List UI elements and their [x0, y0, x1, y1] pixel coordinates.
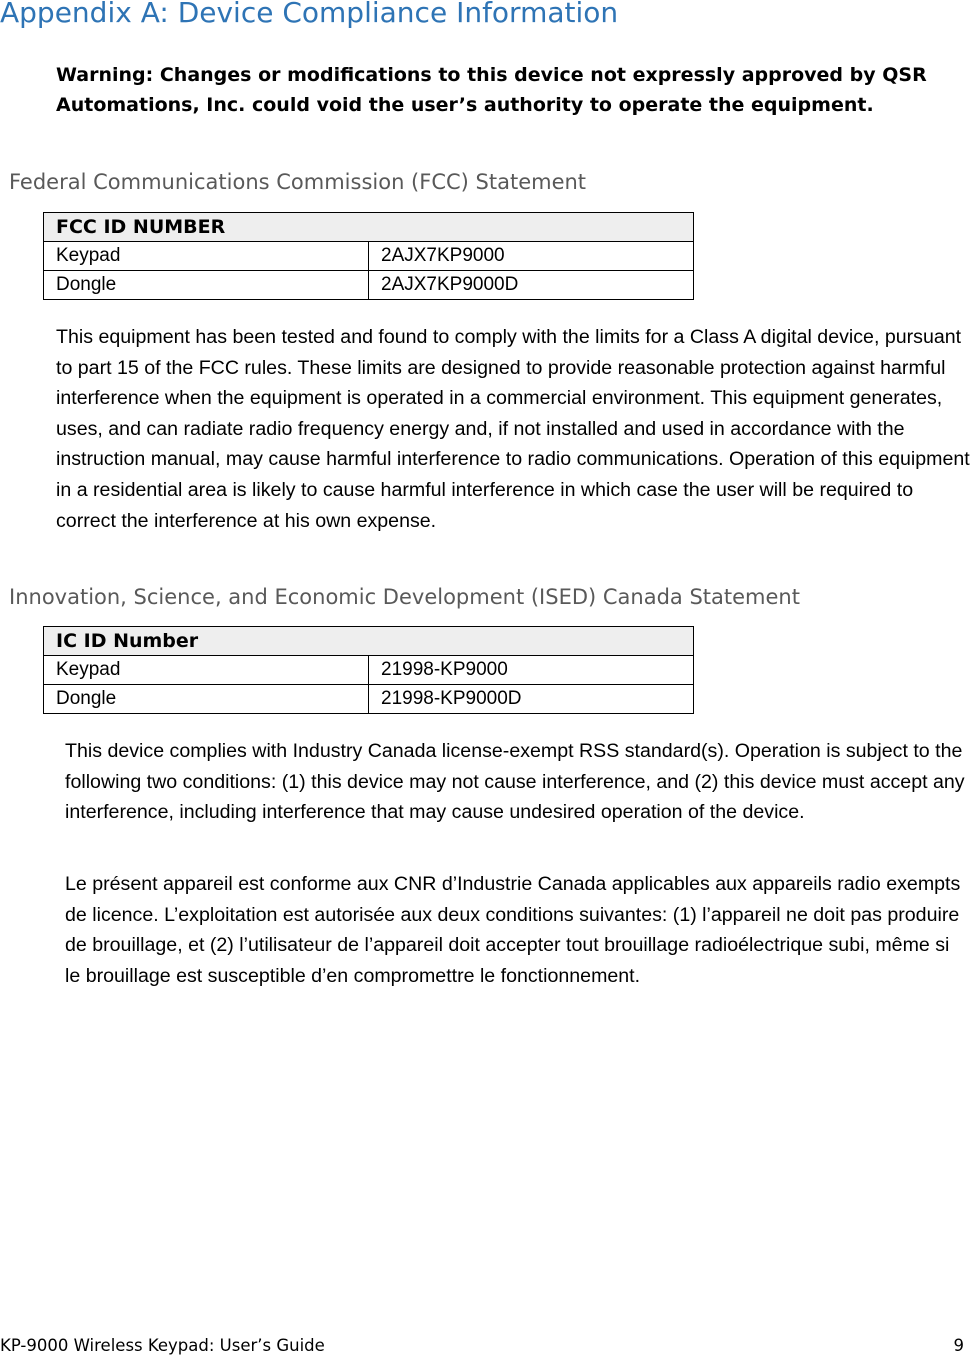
fcc-table-header: FCC ID NUMBER: [44, 213, 694, 242]
fcc-statement: This equipment has been tested and found to comply with the limits for a Class A digital device, pursuant to part 15 of the FCC rules. These limits are designed to provide reasonable protection against harmful interference when the equipment is operated in a commercial environment. This equipment generates, uses, and can radiate radio frequency energy and, if not installed and used in accordance with the instruction manual, may cause harmful interference to radio communications. Operation of this equipment in a residential area is likely to cause harmful interference in which case the user will be required to correct the interference at his own expense.: [56, 326, 970, 532]
ised-statement-english: This device complies with Industry Canada license-exempt RSS standard(s). Operation is subject to the following two conditions: (1) this device may not cause interference, and (2) this device must accept any interference, including interference that may cause undesired operation of the device.: [65, 740, 965, 824]
warning-text: Warning: Changes or modifications to this device not expressly approved by QSR Automations, Inc. could void the user’s authority to operate the equipment.: [56, 64, 927, 116]
device-id-value: 2AJX7KP9000D: [369, 271, 694, 300]
device-label: Dongle: [44, 271, 369, 300]
page-title: Appendix A: Device Compliance Information: [0, 0, 619, 29]
fcc-section-heading: Federal Communications Commission (FCC) Statement: [9, 170, 587, 194]
device-label: Keypad: [44, 242, 369, 271]
table-row: [44, 242, 694, 271]
device-label: Dongle: [44, 685, 369, 714]
fcc-id-table: [43, 212, 694, 300]
device-id-value: 2AJX7KP9000: [369, 242, 694, 271]
ic-table-header: IC ID Number: [44, 627, 694, 656]
table-header-row: [44, 213, 694, 242]
ised-section-heading: Innovation, Science, and Economic Development (ISED) Canada Statement: [9, 585, 800, 609]
table-header-row: [44, 627, 694, 656]
footer-guide-title: KP-9000 Wireless Keypad: User’s Guide: [0, 1336, 325, 1355]
ised-statement-french: Le présent appareil est conforme aux CNR d’Industrie Canada applicables aux appareils radio exempts de licence. L’exploitation est autorisée aux deux conditions suivantes: (1) l’appareil ne doit pas produire de brouillage, et (2) l’utilisateur de l’appareil doit accepter tout brouillage radioélectrique subi, même si le brouillage est susceptible d’en compromettre le fonctionnement.: [65, 873, 961, 987]
table-row: [44, 685, 694, 714]
device-label: Keypad: [44, 656, 369, 685]
table-row: [44, 271, 694, 300]
device-id-value: 21998-KP9000: [369, 656, 694, 685]
device-id-value: 21998-KP9000D: [369, 685, 694, 714]
table-row: [44, 656, 694, 685]
ic-id-table: [43, 626, 694, 714]
page-number: 9: [953, 1336, 964, 1355]
